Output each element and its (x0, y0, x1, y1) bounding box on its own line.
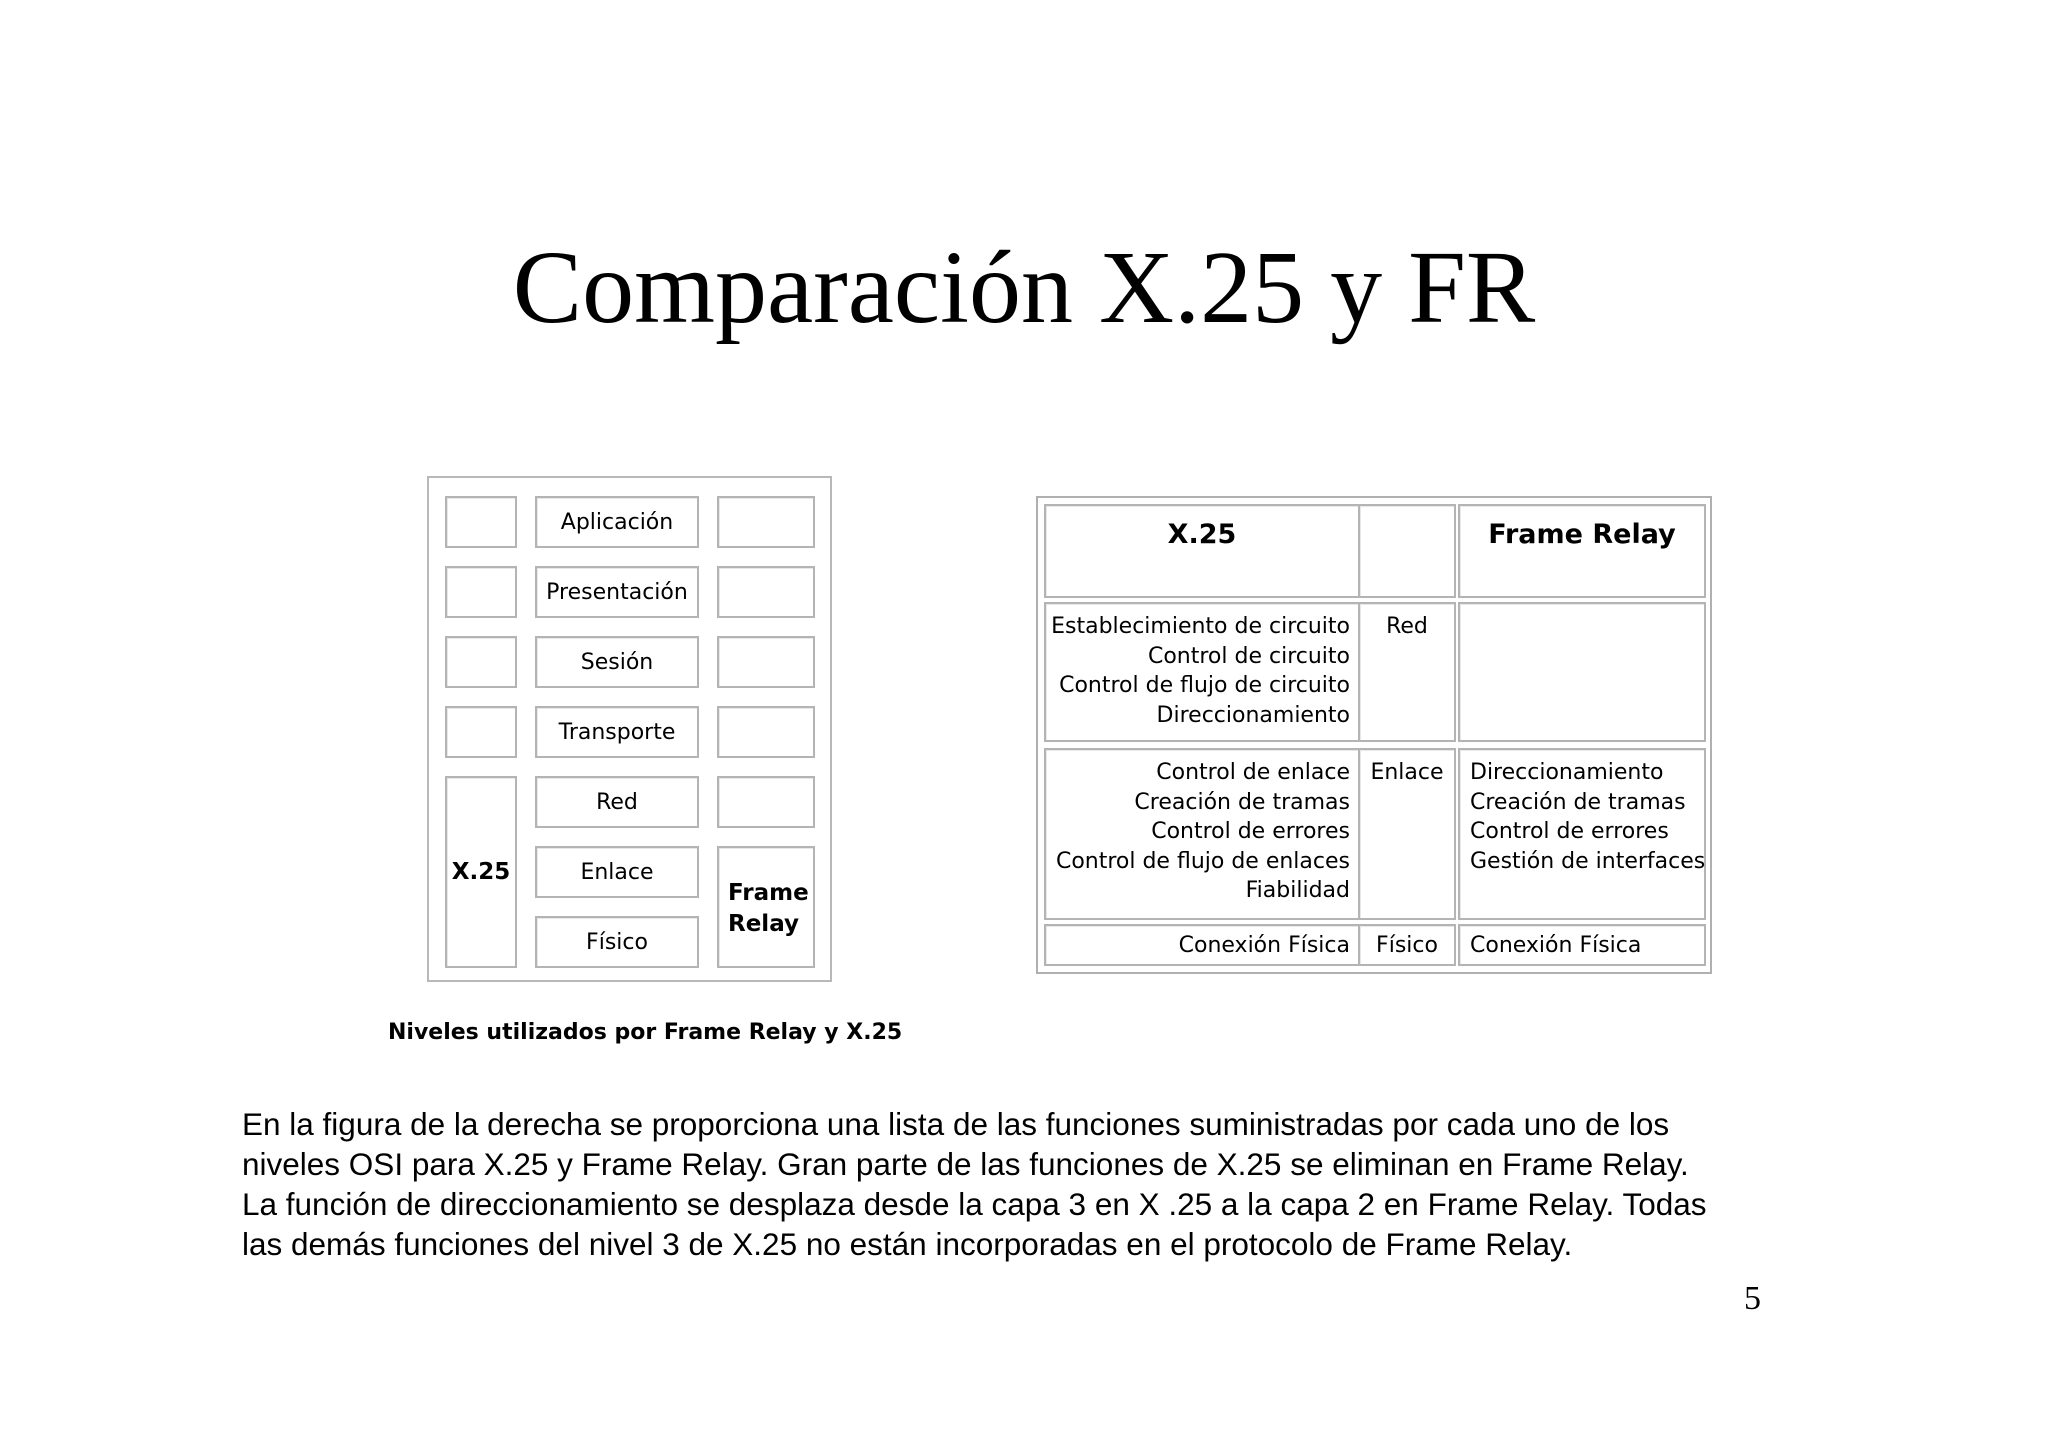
fr-label-line2: Relay (728, 911, 799, 937)
x25-blank-cell (445, 706, 517, 758)
layer-red: Red (535, 776, 699, 828)
fr-label-line1: Frame (728, 880, 809, 906)
layer-presentacion: Presentación (535, 566, 699, 618)
x25-fisico-functions (1044, 924, 1360, 966)
layer-aplicacion: Aplicación (535, 496, 699, 548)
header-frame-relay: Frame Relay (1458, 504, 1706, 598)
page-number: 5 (1744, 1280, 1761, 1317)
header-x25: X.25 (1044, 504, 1360, 598)
functions-table (1036, 496, 1712, 974)
function-line: Control de flujo de circuito (1059, 673, 1350, 698)
function-line: Control de errores (1151, 819, 1350, 844)
paragraph-line: las demás funciones del nivel 3 de X.25 no están incorporadas en el protocolo de Frame Relay. (242, 1226, 1573, 1262)
function-line: Direccionamiento (1470, 760, 1664, 785)
fr-enlace-functions (1458, 748, 1706, 920)
layer-transporte: Transporte (535, 706, 699, 758)
fr-blank-cell (717, 706, 815, 758)
x25-span-cell: X.25 (445, 776, 517, 968)
function-line: Control de errores (1470, 819, 1669, 844)
body-paragraph (242, 1104, 1882, 1264)
slide-title: Comparación X.25 y FR (512, 230, 1536, 345)
x25-blank-cell (445, 636, 517, 688)
fr-fisico-functions (1458, 924, 1706, 966)
layer-fisico-label: Físico (1358, 924, 1456, 966)
header-middle (1358, 504, 1456, 598)
function-line: Control de circuito (1147, 643, 1350, 669)
osi-layers-figure (427, 476, 832, 982)
layer-enlace: Enlace (535, 846, 699, 898)
paragraph-line: niveles OSI para X.25 y Frame Relay. Gran parte de las funciones de X.25 se eliminan en Frame Relay. (242, 1146, 1689, 1182)
function-line: Creación de tramas (1134, 789, 1350, 815)
fr-red-functions (1458, 602, 1706, 742)
x25-blank-cell (445, 496, 517, 548)
paragraph-line: La función de direccionamiento se desplaza desde la capa 3 en X .25 a la capa 2 en Frame Relay. Todas (242, 1186, 1707, 1222)
function-line: Conexión Física (1470, 933, 1642, 958)
fr-blank-cell (717, 776, 815, 828)
x25-red-functions (1044, 602, 1360, 742)
function-line: Control de enlace (1156, 760, 1350, 785)
function-line: Gestión de interfaces (1470, 848, 1706, 874)
function-line: Establecimiento de circuito (1051, 614, 1350, 639)
function-line: Conexión Física (1178, 933, 1350, 958)
paragraph-line: En la figura de la derecha se proporciona una lista de las funciones suministradas por cada uno de los (242, 1106, 1670, 1142)
x25-enlace-functions (1044, 748, 1360, 920)
layer-enlace-label: Enlace (1358, 748, 1456, 920)
function-line: Fiabilidad (1245, 878, 1350, 903)
x25-blank-cell (445, 566, 517, 618)
left-figure-caption: Niveles utilizados por Frame Relay y X.25 (388, 1020, 903, 1045)
function-line: Direccionamiento (1156, 702, 1350, 728)
fr-blank-cell (717, 636, 815, 688)
function-line: Control de flujo de enlaces (1055, 848, 1350, 874)
function-line: Creación de tramas (1470, 789, 1686, 815)
layer-red-label: Red (1358, 602, 1456, 742)
layer-fisico: Físico (535, 916, 699, 968)
fr-blank-cell (717, 566, 815, 618)
fr-blank-cell (717, 496, 815, 548)
layer-sesion: Sesión (535, 636, 699, 688)
fr-span-cell (717, 846, 815, 968)
